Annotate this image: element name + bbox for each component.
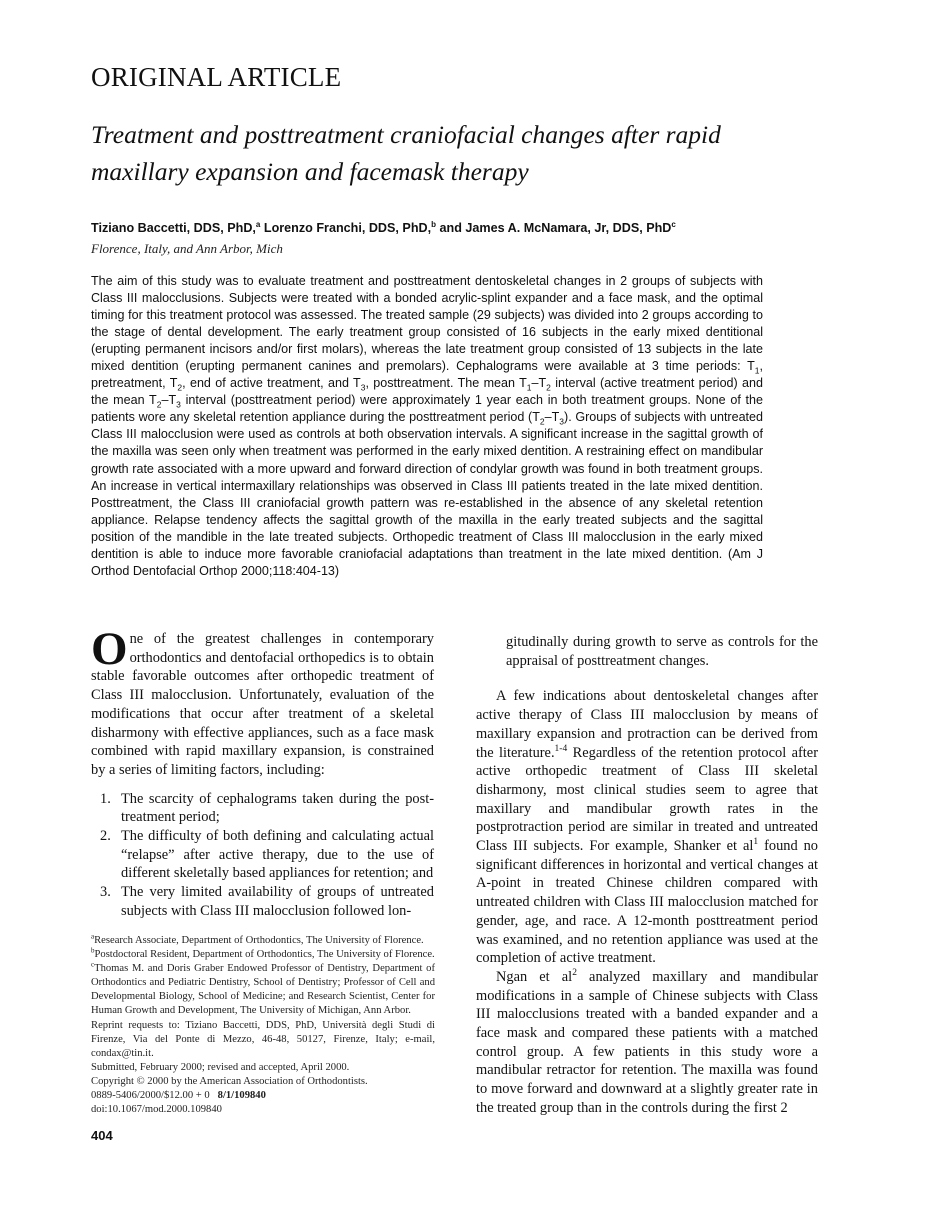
footnote xyxy=(91,948,435,962)
list-number: 2. xyxy=(100,828,111,845)
footnote-text: Research Associate, Department of Orthodontics, The University of Florence. xyxy=(94,935,424,946)
citation-ref: 2 xyxy=(572,968,577,979)
issn: 0889-5406/2000/$12.00 + 0 xyxy=(91,1090,210,1102)
subscript: 2 xyxy=(156,399,162,410)
paragraph xyxy=(476,968,818,1118)
page-number: 404 xyxy=(91,1128,113,1143)
list-number: 1. xyxy=(100,790,111,807)
author-affiliation-mark: b xyxy=(431,220,436,229)
footnote-text: Thomas M. and Doris Graber Endowed Professor of Dentistry, Department of Orthodontics and Pediatric Dentistry, School of Dentistry; Professor of Cell and Developmental Biology, School of Medicine; and Research Scientist, Center for Human Growth and Development, The University of Michigan, Ann Arbor. xyxy=(91,963,435,1017)
subscript: 2 xyxy=(546,382,551,393)
abstract-text: –T xyxy=(161,393,177,408)
abstract-text: ). Groups of subjects with untreated Class III malocclusion were used as controls at both observation intervals. A significant increase in the sagittal growth of the maxilla was seen only when treatment was performed in the early mixed dentition. A restraining effect on mandibular growth rate associated with a more upward and forward direction of condylar growth was found in both treatment groups. An increase in vertical intermaxillary relationships was observed in Class III patients treated in the late mixed dentition. Posttreatment, the Class III craniofacial growth pattern was re-established in the absence of any skeletal retention appliance. Relapse tendency affects the sagittal growth of the maxilla in the early treated subjects and the sagittal position of the mandible in the late treated subjects. Orthopedic treatment of Class III malocclusion in the early mixed dentition is able to induce more favorable craniofacial adaptations than treatment in the late mixed dentition. (Am J Orthod Dentofacial Orthop 2000;118:404-13) xyxy=(91,410,764,578)
footnotes xyxy=(91,934,435,1117)
footnote-text: Postdoctoral Resident, Department of Orthodontics, The University of Florence. xyxy=(94,949,435,961)
abstract xyxy=(91,273,763,580)
list-item-text: The difficulty of both defining and calculating actual “relapse” after active therapy, due to the use of different skeletally based appliances for retention; and xyxy=(121,828,434,882)
paragraph-text: found no significant differences in horizontal and vertical changes at A-point in treated Chinese children compared with untreated children with Class III malocclusion matched for gender, age, and race. A 12-month posttreatment period was examined, and no retention appliance was used at the completion of active treatment. xyxy=(476,838,818,967)
abstract-text: interval (posttreatment period) were approximately 1 year each in both treatment groups. None of the patients wore any skeletal retention appliance during the posttreatment period (T xyxy=(91,393,763,425)
subscript: 1 xyxy=(754,365,760,376)
paragraph xyxy=(476,687,818,968)
doi: doi:10.1067/mod.2000.109840 xyxy=(91,1104,222,1116)
drop-cap: O xyxy=(91,623,128,675)
article-code: 8/1/109840 xyxy=(217,1090,266,1102)
issn-line xyxy=(91,1089,435,1103)
author-affiliation-mark: a xyxy=(255,220,261,229)
author-affiliation-mark: c xyxy=(671,220,676,229)
footnote xyxy=(91,934,435,948)
list-item-text: The very limited availability of groups of untreated subjects with Class III malocclusion followed lon- xyxy=(121,884,434,919)
subscript: 1 xyxy=(526,382,532,393)
abstract-text: , posttreatment. The mean T xyxy=(365,376,527,391)
intro-paragraph xyxy=(91,623,434,780)
abstract-text: , end of active treatment, and T xyxy=(182,376,361,391)
citation-ref: 1-4 xyxy=(554,743,568,754)
footnote-mark: a xyxy=(91,932,95,941)
list-item xyxy=(91,827,434,883)
copyright: Copyright © 2000 by the American Association of Orthodontists. xyxy=(91,1075,368,1087)
list-item xyxy=(91,883,434,920)
paragraph-text: Ngan et al xyxy=(496,968,573,985)
paragraph-text: A few indications about dentoskeletal changes after active therapy of Class III malocclusion by means of maxillary expansion and protraction can be derived from the literature. xyxy=(476,688,818,761)
subscript: 3 xyxy=(360,382,366,393)
reprint-requests: Reprint requests to: Tiziano Baccetti, DDS, PhD, Università degli Studi di Firenze, Via del Ponte di Mezzo, 46-48, 50127, Firenze, Italy; e-mail, condax@tin.it. xyxy=(91,1019,435,1059)
author-name: Lorenzo Franchi, DDS, PhD, xyxy=(260,221,432,236)
body-column-right xyxy=(476,633,818,1118)
list-number: 3. xyxy=(100,884,111,901)
abstract-text: interval (active treatment period) and the mean T xyxy=(91,376,763,408)
author-location: Florence, Italy, and Ann Arbor, Mich xyxy=(91,241,283,256)
limiting-factors-list xyxy=(91,790,434,921)
citation-ref: 1 xyxy=(753,837,759,848)
subscript: 2 xyxy=(539,416,545,427)
article-title: Treatment and posttreatment craniofacial changes after rapid maxillary expansion and facemask therapy xyxy=(91,120,721,186)
abstract-text: –T xyxy=(544,410,560,425)
subscript: 2 xyxy=(177,382,183,393)
body-column-left xyxy=(91,623,434,921)
list-item-text: The scarcity of cephalograms taken during the post-treatment period; xyxy=(121,790,434,826)
subscript: 3 xyxy=(559,416,565,427)
section-label: ORIGINAL ARTICLE xyxy=(91,62,342,92)
footnote-mark: b xyxy=(91,946,95,955)
submission-dates: Submitted, February 2000; revised and accepted, April 2000. xyxy=(91,1061,350,1073)
author-line xyxy=(91,220,676,235)
abstract-text: , pretreatment, T xyxy=(91,359,763,391)
abstract-text: The aim of this study was to evaluate treatment and posttreatment dentoskeletal changes in 2 groups of subjects with Class III malocclusions. Subjects were treated with a bonded acrylic-splint expander and a face mask, and the optimal timing for this treatment protocol was assessed. The treated sample (29 subjects) was divided into 2 groups according to the stage of dental development. The early treatment group consisted of 16 subjects in the early mixed dentitional (erupting permanent incisors and/or first molars), whereas the late treatment group consisted of 13 subjects in the late mixed dentition (erupting permanent canines and premolars). Cephalograms were available at 3 time periods: T xyxy=(91,274,763,374)
paragraph-text: Regardless of the retention protocol after active orthopedic treatment of Class III skeletal disharmony, most clinical studies seem to agree that maxillary and mandibular growth rates in the postprotraction period are similar in treated and untreated Class III subjects. For example, Shanker et al xyxy=(476,744,818,855)
list-continuation: gitudinally during growth to serve as controls for the appraisal of posttreatment changes. xyxy=(506,634,818,669)
paragraph-text: ne of the greatest challenges in contemporary orthodontics and dentofacial orthopedics is to obtain stable favorable outcomes after orthopedic treatment of Class III malocclusion. Unfortunately, evaluation of the modifications that occur after treatment of a skeletal disharmony with effective appliances, such as a face mask combined with rapid maxillary expansion, is constrained by a series of limiting factors, including: xyxy=(91,631,434,778)
paragraph-text: analyzed maxillary and mandibular modifications in a sample of Chinese subjects with Class III malocclusions treated with a banded expander and a face mask and compared these patients with a matched control group. A few patients in this study wore a mandibular retractor for retention. The maxilla was found to move forward and downward at a slightly greater rate in the treated group than in the controls during the first 2 xyxy=(476,968,818,1116)
author-name: and James A. McNamara, Jr, DDS, PhD xyxy=(436,221,672,236)
abstract-text: –T xyxy=(531,376,547,391)
footnote-mark: c xyxy=(91,960,95,969)
footnote xyxy=(91,962,435,1018)
paragraph-gap xyxy=(476,670,818,687)
list-item xyxy=(91,790,434,827)
subscript: 3 xyxy=(176,399,181,410)
author-name: Tiziano Baccetti, DDS, PhD, xyxy=(91,221,256,236)
